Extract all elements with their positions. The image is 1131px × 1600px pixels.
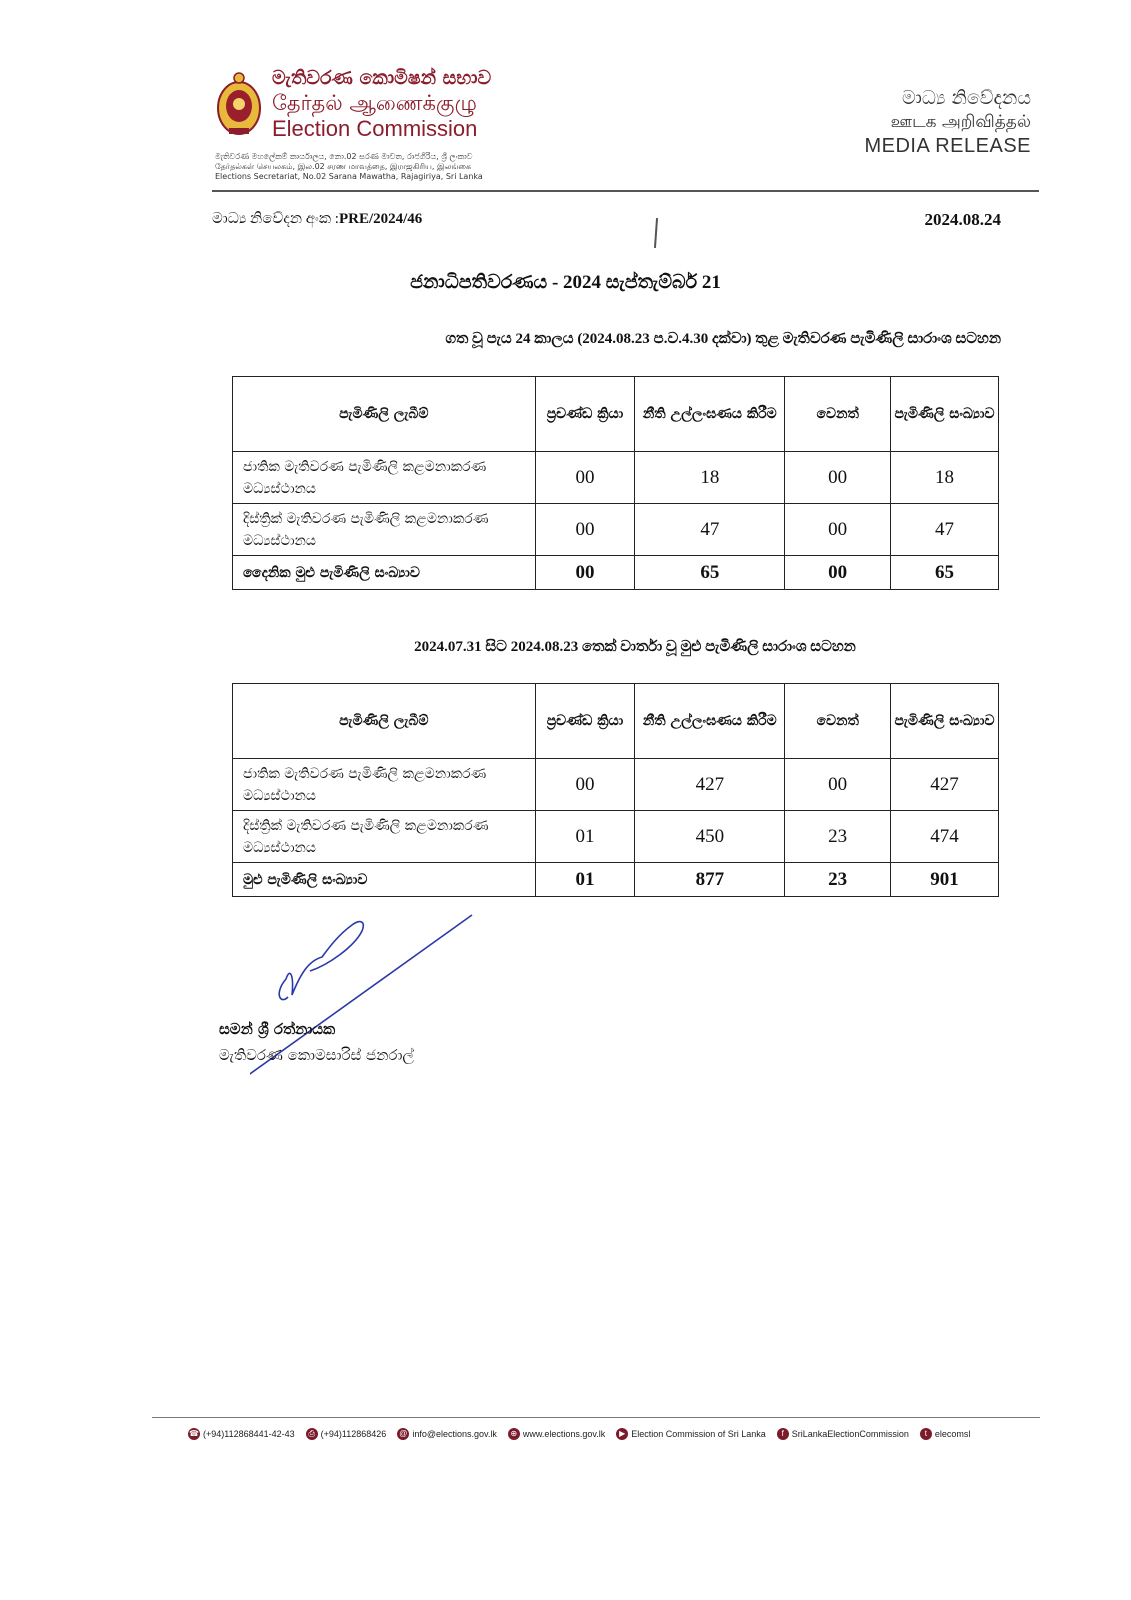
table-row (233, 504, 999, 556)
email-icon: @ (399, 1429, 408, 1438)
column-header: පැමිණිලි ලැබීම් (233, 684, 536, 759)
table-cell: 23 (785, 811, 891, 863)
total-label: මුළු පැමිණිලි සංඛ්‍යාව (233, 863, 536, 897)
header-divider (212, 190, 1039, 192)
table-row (233, 811, 999, 863)
org-name (272, 66, 491, 142)
pen-mark (654, 218, 658, 248)
total-cell: 00 (535, 556, 635, 590)
release-date: 2024.08.24 (924, 210, 1001, 229)
footer-phone (188, 1428, 295, 1440)
footer-fax (306, 1428, 387, 1440)
table-cell: 47 (635, 504, 785, 556)
phone-icon: ☎ (189, 1429, 199, 1438)
table-cell: 00 (785, 759, 891, 811)
table-cell: 18 (635, 452, 785, 504)
row-label: දිස්ත්‍රික් මැතිවරණ පැමිණිලි කළමනාකරණ මධ්‍යස්ථානය (233, 811, 536, 863)
facebook-icon: f (777, 1428, 789, 1440)
footer-text: (+94)112868441-42-43 (203, 1429, 295, 1439)
table-cell: 450 (635, 811, 785, 863)
row-label: ජාතික මැතිවරණ පැමිණිලි කළමනාකරණ මධ්‍යස්ථානය (233, 452, 536, 504)
footer-text: Election Commission of Sri Lanka (631, 1429, 766, 1439)
column-header: වෙනත් (785, 684, 891, 759)
total-cell: 65 (635, 556, 785, 590)
total-cell: 23 (785, 863, 891, 897)
release-number (212, 210, 422, 228)
total-label: දෛනික මුළු පැමිණිලි සංඛ්‍යාව (233, 556, 536, 590)
address-tamil: தேர்தல்கள் செயலகம், இல.02 சரண மாவத்தை, இராஜகிரிய, இலங்கை (215, 162, 472, 171)
footer-text: SriLankaElectionCommission (791, 1429, 909, 1439)
org-name-sinhala: මැතිවරණ කොමිෂන් සභාව (272, 67, 492, 89)
table-cell: 00 (785, 504, 891, 556)
table-header-row (233, 684, 999, 759)
document-title: ජනාධිපතිවරණය - 2024 සැප්තැම්බර් 21 (410, 272, 721, 293)
table-row (233, 759, 999, 811)
table-cell: 00 (535, 759, 635, 811)
media-release-label (864, 86, 1031, 158)
total-cell: 00 (785, 556, 891, 590)
release-number-label: මාධ්‍ය නිවේදන අංක : (212, 211, 339, 227)
table-row (233, 452, 999, 504)
daily-complaints-table (232, 376, 999, 590)
table-total-row (233, 863, 999, 897)
row-label: දිස්ත්‍රික් මැතිවරණ පැමිණිලි කළමනාකරණ මධ්‍යස්ථානය (233, 504, 536, 556)
org-name-english: Election Commission (272, 116, 478, 141)
table-cell: 00 (535, 452, 635, 504)
address-english: Elections Secretariat, No.02 Sarana Mawatha, Rajagiriya, Sri Lanka (215, 172, 483, 181)
org-name-tamil: தேர்தல் ஆணைக்குழு (272, 91, 477, 115)
signatory-name: සමන් ශ්‍රී රත්නායක (219, 1020, 336, 1038)
table1-caption: ගත වූ පැය 24 කාලය (2024.08.23 ප.ව.4.30 දක්වා) තුළ මැතිවරණ පැමිණිලි සාරාංශ සටහන (445, 331, 1001, 347)
column-header: පැමිණිලි ලැබීම් (233, 377, 536, 452)
footer-divider (152, 1417, 1040, 1418)
total-cell: 01 (535, 863, 635, 897)
total-cell: 877 (635, 863, 785, 897)
media-release-sinhala: මාධ්‍ය නිවේදනය (901, 87, 1031, 109)
column-header: නීති උල්ලංඝණය කිරීම (635, 377, 785, 452)
signatory-title: මැතිවරණ කොමසාරිස් ජනරාල් (219, 1046, 414, 1064)
table-header-row (233, 377, 999, 452)
table-cell: 427 (635, 759, 785, 811)
footer-youtube[interactable] (616, 1428, 766, 1440)
table-cell: 474 (891, 811, 999, 863)
footer-text: (+94)112868426 (320, 1429, 387, 1439)
column-header: ප්‍රචණ්ඩ ක්‍රියා (535, 377, 635, 452)
footer-text: www.elections.gov.lk (522, 1429, 606, 1439)
youtube-icon: ▶ (616, 1428, 628, 1440)
release-number-value: PRE/2024/46 (338, 211, 423, 227)
table-cell: 47 (891, 504, 999, 556)
row-label: ජාතික මැතිවරණ පැමිණිලි කළමනාකරණ මධ්‍යස්ථානය (233, 759, 536, 811)
column-header: වෙනත් (785, 377, 891, 452)
media-release-english: MEDIA RELEASE (864, 135, 1031, 157)
table-cell: 01 (535, 811, 635, 863)
table-cell: 00 (535, 504, 635, 556)
table-cell: 18 (891, 452, 999, 504)
cumulative-complaints-table (232, 683, 999, 897)
footer-website[interactable] (508, 1428, 605, 1440)
table-cell: 00 (785, 452, 891, 504)
footer-facebook[interactable] (777, 1428, 909, 1440)
web-icon: ⊕ (508, 1428, 520, 1440)
twitter-icon: t (920, 1428, 932, 1440)
contact-footer (188, 1428, 970, 1440)
column-header: නීති උල්ලංඝණය කිරීම (635, 684, 785, 759)
emblem-logo (215, 70, 263, 138)
table-total-row (233, 556, 999, 590)
media-release-tamil: ஊடக அறிவித்தல் (890, 112, 1031, 132)
address-block (215, 152, 483, 182)
column-header: පැමිණිලි සංඛ්‍යාව (891, 684, 999, 759)
address-sinhala: මැතිවරණ මහලේකම් කාර්යාලය, නො.02 සරණ මාවත, රාජගිරිය, ශ්‍රී ලංකාව (215, 152, 473, 161)
footer-email[interactable] (397, 1428, 497, 1440)
footer-text: info@elections.gov.lk (412, 1429, 497, 1439)
fax-icon: ⎙ (306, 1428, 318, 1440)
footer-twitter[interactable] (920, 1428, 971, 1440)
column-header: පැමිණිලි සංඛ්‍යාව (891, 377, 999, 452)
footer-text: elecomsl (934, 1429, 971, 1439)
table-cell: 427 (891, 759, 999, 811)
column-header: ප්‍රචණ්ඩ ක්‍රියා (535, 684, 635, 759)
total-cell: 901 (891, 863, 999, 897)
table2-caption: 2024.07.31 සිට 2024.08.23 තෙක් වාර්තා වූ මුළු පැමිණිලි සාරාංශ සටහන (414, 639, 856, 655)
total-cell: 65 (891, 556, 999, 590)
